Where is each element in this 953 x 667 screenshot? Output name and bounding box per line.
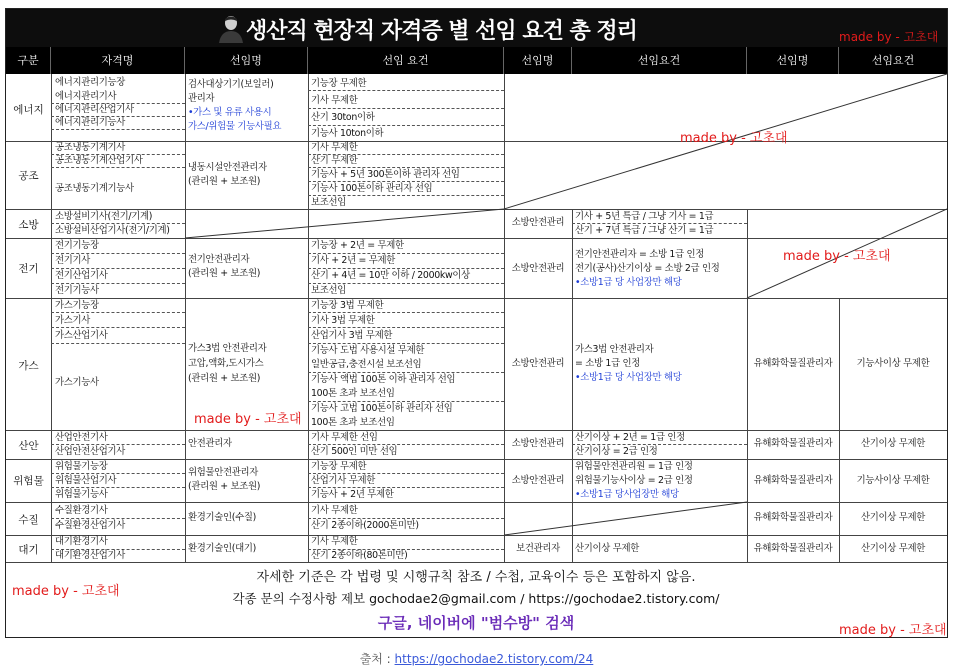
cert-item: 공조냉동기계기능사 [55,183,134,194]
cert-item: 소방설비기사(전기/기계) [55,211,153,222]
category-hazmat: 위험물 [13,475,44,487]
header-reqs-1: 선임 요건 [308,47,504,74]
page-title: 생산직 현장직 자격증 별 선임 요건 총 정리 [246,19,637,44]
req2-item: 산기이상 무제한 [575,543,639,554]
req-item: 기능사 액법 100톤 이하 관리자 선임 [311,374,456,385]
cert-item: 위험물산업기사 [55,475,117,486]
footer-contact: 각종 문의 수정사항 제보 gochodae2@gmail.com / https://gochodae2.tistory.com/ [232,591,720,606]
cert-item: 에너지관리기사 [55,91,117,102]
role2-text: 소방안전관리 [511,358,565,369]
req-item: 산기 + 4년 = 10만 이하 / 2000kw이상 [311,270,470,281]
req-item: 기능장 3법 무제한 [311,300,384,311]
role2-text: 소방안전관리 [511,475,565,486]
category-gas: 가스 [18,360,39,372]
made-by-watermark: made by - 고초대 [12,584,120,599]
role2-text: 소방안전관리 [511,217,565,228]
role-text: 환경기술인(대기) [188,543,257,554]
req-item: 일반공급,충전시설 보조선임 [311,359,422,370]
cert-item: 가스기능사 [55,377,99,388]
req2-item: 산기이상 + 2년 = 1급 인정 [575,432,685,443]
sheet-footer [6,562,947,638]
req-item: 산기 500인 미만 선임 [311,446,398,457]
role-text: 안전관리자 [188,438,232,449]
req-item: 기사 무제한 [311,95,358,106]
cert-item: 전기산업기사 [55,270,108,281]
cert-item: 가스기능장 [55,300,99,311]
role-text: 위험물안전관리자 [188,467,259,478]
role-text: (관리원 + 보조원) [188,268,261,279]
cert-item: 산업안전기사 [55,432,108,443]
req3-text: 산기이상 무제한 [861,438,925,449]
req-item: 보조선임 [311,285,347,296]
req-item: 기능장 + 2년 = 무제한 [311,240,404,251]
role3-text: 유해화학물질관리자 [753,438,833,449]
req2-item: = 소방 1급 인정 [575,358,641,369]
category-hvac: 공조 [18,170,39,182]
role-text: 관리자 [188,93,215,104]
role2-text: 소방안전관리 [511,438,565,449]
made-by-watermark: made by - 고초대 [839,623,947,638]
cert-item: 소방설비산업기사(전기/기계) [55,225,170,236]
role-text: 가스3법 안전관리자 [188,343,267,354]
req-item: 기능장 무제한 [311,461,367,472]
req-item: 산기 2종이하(80톤미만) [311,550,408,561]
cert-item: 산업안전산업기사 [55,446,126,457]
category-air: 대기 [18,544,39,556]
cert-item: 대기환경기사 [55,536,108,547]
req-item: 기능사 도법 사용시설 무제한 [311,345,425,356]
req2-note: •소방1급 당사업장만 해당 [575,489,679,500]
req3-text: 기능사이상 무제한 [856,358,930,369]
req2-note: •소방1급 당 사업장만 해당 [575,277,682,288]
cert-item: 가스산업기사 [55,330,108,341]
req-item: 산업기사 3법 무제한 [311,330,393,341]
req2-item: 위험물기능사이상 = 2급 인정 [575,475,693,486]
req2-item: 위험물안전관리원 = 1급 인정 [575,461,693,472]
req-item: 기능사 + 2년 무제한 [311,489,394,500]
req-item: 100톤 초과 보조선임 [311,388,395,399]
req3-text: 기능사이상 무제한 [856,475,930,486]
req-item: 기능사 10ton이하 [311,128,384,139]
req-item: 산기 무제한 [311,155,358,166]
role-text: 검사대상기기(보일러) [188,79,274,90]
req-item: 기사 무제한 [311,536,358,547]
req2-item: 산기이상 = 2급 인정 [575,446,658,457]
cert-item: 에너지관리기능사 [55,117,126,128]
role2-text: 보건관리자 [516,543,560,554]
cert-item: 위험물기능사 [55,489,108,500]
category-elec: 전기 [18,263,39,275]
cert-item: 에너지관리기능장 [55,77,126,88]
req2-item: 전기(공사)산기이상 = 소방 2급 인정 [575,263,720,274]
role-text: (관리원 + 보조원) [188,176,261,187]
role-note: •가스 및 유류 사용시 [188,107,272,118]
cert-item: 수질환경산업기사 [55,520,126,531]
header-role-1: 선임명 [185,47,308,74]
req-item: 기능장 무제한 [311,78,367,89]
footer-note: 자세한 기준은 각 법령 및 시행규칙 참조 / 수첩, 교육이수 등은 포함하지 않음. [256,570,696,585]
made-by-watermark: made by - 고초대 [783,249,891,264]
category-water: 수질 [18,514,39,526]
role3-text: 유해화학물질관리자 [753,358,833,369]
role2-text: 소방안전관리 [511,263,565,274]
req-item: 산기 30ton이하 [311,112,375,123]
req-item: 보조선임 [311,197,347,208]
cert-item: 전기기사 [55,255,91,266]
req2-item: 산기 + 7년 특급 / 그냥 산기 = 1급 [575,225,714,236]
header-reqs-3: 선임요건 [871,54,915,67]
role-text: (관리원 + 보조원) [188,481,261,492]
made-by-label: made by - 고초대 [839,30,939,44]
cert-item: 수질환경기사 [55,505,108,516]
header-role-3: 선임명 [747,47,839,74]
role-text: 냉동시설안전관리자 [188,162,267,173]
req-item: 기사 3법 무제한 [311,315,375,326]
role3-text: 유해화학물질관리자 [753,543,833,554]
role-text: 환경기술인(수질) [188,512,257,523]
role-text: (관리원 + 보조원) [188,373,261,384]
req2-note: •소방1급 당 사업장만 해당 [575,372,682,383]
cert-item: 공조냉동기계기사 [55,142,126,153]
made-by-watermark: made by - 고초대 [680,131,788,146]
role3-text: 유해화학물질관리자 [753,475,833,486]
req-item: 기능사 고법 100톤이하 관리자 선임 [311,403,453,414]
source-label: 출처 : [359,652,395,666]
req2-item: 기사 + 5년 특급 / 그냥 기사 = 1급 [575,211,714,222]
category-fire: 소방 [18,219,39,231]
req3-text: 산기이상 무제한 [861,543,925,554]
cert-item: 대기환경산업기사 [55,550,126,561]
category-safety: 산안 [18,440,39,452]
req-item: 기사 + 2년 = 무제한 [311,255,396,266]
image-source-caption [0,650,953,667]
req-item: 기능사 100톤이하 관리자 선임 [311,183,433,194]
req-item: 100톤 초과 보조선임 [311,417,395,428]
header-cert-name: 자격명 [51,47,185,74]
req2-item: 가스3법 안전관리자 [575,344,654,355]
role-text: 전기안전관리자 [188,254,250,265]
header-reqs-2: 선임요건 [572,47,747,74]
cert-item: 공조냉동기계산업기사 [55,155,143,166]
req-item: 기능사 + 5년 300톤이하 관리자 선임 [311,169,460,180]
made-by-watermark: made by - 고초대 [194,412,302,427]
summary-sheet [5,8,948,638]
cert-item: 가스기사 [55,315,91,326]
req-item: 산기 2종이하(2000톤미만) [311,520,419,531]
req-item: 기사 무제한 [311,505,358,516]
category-energy: 에너지 [13,104,44,116]
cert-item: 전기기능사 [55,285,99,296]
role-text: 고압,액화,도시가스 [188,358,264,369]
req-item: 기사 무제한 선임 [311,432,378,443]
header-category: 구분 [6,47,51,74]
req-item: 기사 무제한 [311,142,358,153]
cert-item: 에너지관리산업기사 [55,104,134,115]
header-role-2: 선임명 [504,47,572,74]
role-note: 가스/위험물 기능사필요 [188,121,282,132]
source-link[interactable]: https://gochodae2.tistory.com/24 [394,652,594,666]
role3-text: 유해화학물질관리자 [753,512,833,523]
cert-item: 전기기능장 [55,240,99,251]
cert-item: 위험물기능장 [55,461,108,472]
footer-search-hint: 구글, 네이버에 "범수방" 검색 [377,614,575,632]
req-item: 산업기사 무제한 [311,475,375,486]
req3-text: 산기이상 무제한 [861,512,925,523]
req2-item: 전기안전관리자 = 소방 1급 인정 [575,249,705,260]
